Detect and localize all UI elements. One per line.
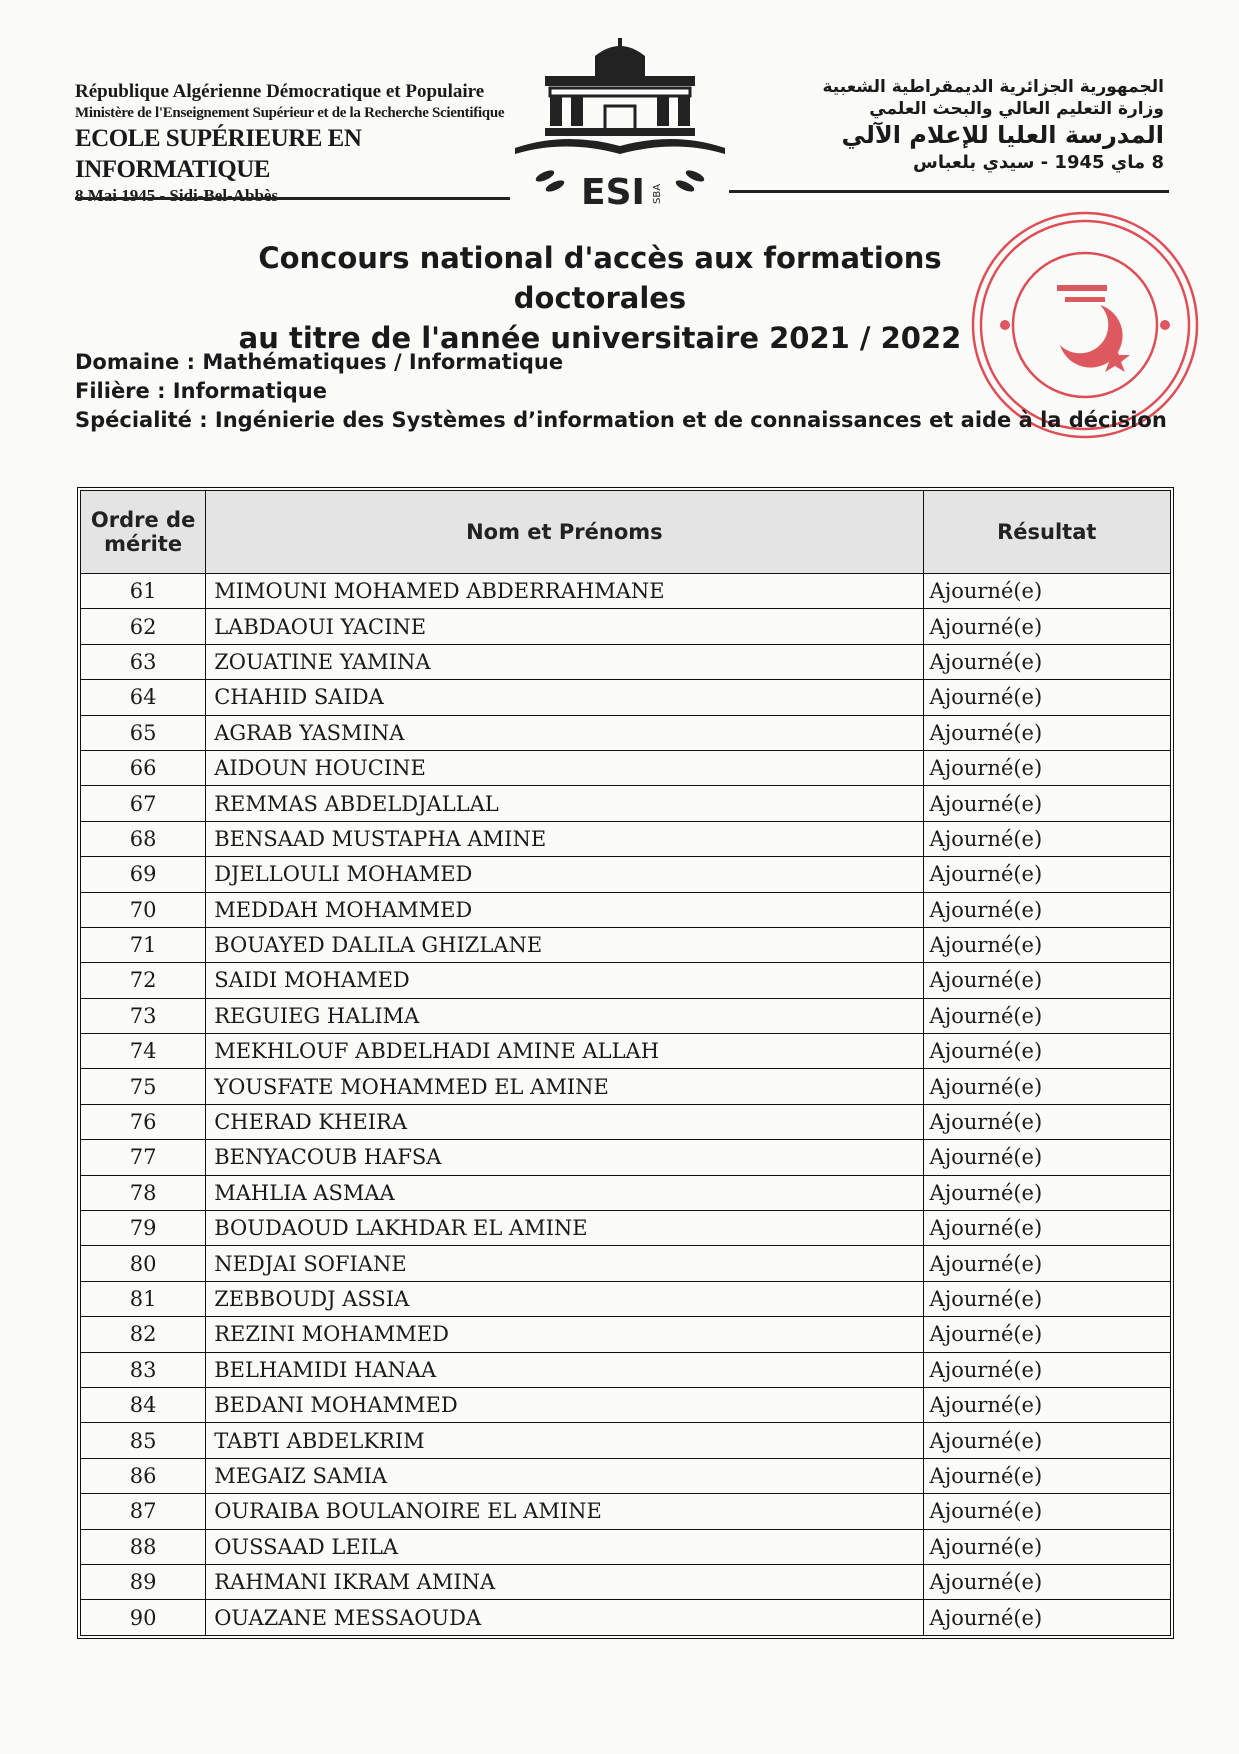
rank-cell: 85	[81, 1423, 206, 1458]
name-cell: CHERAD KHEIRA	[206, 1104, 923, 1139]
rank-cell: 72	[81, 963, 206, 998]
ministry-name-fr: Ministère de l'Enseignement Supérieur et de la Recherche Scientifique	[75, 104, 505, 121]
results-table	[80, 490, 1171, 1636]
table-row	[81, 998, 1171, 1033]
table-row	[81, 1140, 1171, 1175]
table-row	[81, 609, 1171, 644]
rank-cell: 87	[81, 1494, 206, 1529]
table-row	[81, 1175, 1171, 1210]
result-cell: Ajourné(e)	[923, 1211, 1170, 1246]
rank-cell: 89	[81, 1564, 206, 1599]
result-cell: Ajourné(e)	[923, 1281, 1170, 1316]
name-cell: ZOUATINE YAMINA	[206, 644, 923, 679]
table-header-row	[81, 491, 1171, 574]
table-row	[81, 680, 1171, 715]
name-cell: BENYACOUB HAFSA	[206, 1140, 923, 1175]
header-rank-line-1: Ordre de	[90, 508, 196, 532]
result-cell: Ajourné(e)	[923, 1564, 1170, 1599]
table-row	[81, 1281, 1171, 1316]
result-cell: Ajourné(e)	[923, 715, 1170, 750]
result-cell: Ajourné(e)	[923, 1529, 1170, 1564]
result-cell: Ajourné(e)	[923, 680, 1170, 715]
name-cell: MEDDAH MOHAMMED	[206, 892, 923, 927]
school-logo	[505, 36, 735, 211]
name-cell: SAIDI MOHAMED	[206, 963, 923, 998]
table-row	[81, 1069, 1171, 1104]
result-cell: Ajourné(e)	[923, 998, 1170, 1033]
result-cell: Ajourné(e)	[923, 821, 1170, 856]
ministry-name-ar: وزارة التعليم العالي والبحث العلمي	[869, 99, 1164, 120]
name-cell: REGUIEG HALIMA	[206, 998, 923, 1033]
table-row	[81, 821, 1171, 856]
table-row	[81, 1529, 1171, 1564]
rank-cell: 86	[81, 1458, 206, 1493]
table-row	[81, 786, 1171, 821]
result-cell: Ajourné(e)	[923, 1458, 1170, 1493]
header-rule-right	[729, 190, 1169, 193]
name-cell: MIMOUNI MOHAMED ABDERRAHMANE	[206, 574, 923, 609]
header-result: Résultat	[923, 491, 1170, 574]
name-cell: MEKHLOUF ABDELHADI AMINE ALLAH	[206, 1034, 923, 1069]
header-rule-left	[75, 197, 510, 200]
header-rank-line-2: mérite	[104, 532, 183, 556]
name-cell: OURAIBA BOULANOIRE EL AMINE	[206, 1494, 923, 1529]
name-cell: TABTI ABDELKRIM	[206, 1423, 923, 1458]
result-cell: Ajourné(e)	[923, 1175, 1170, 1210]
table-row	[81, 927, 1171, 962]
logo-text: ESI	[581, 172, 645, 211]
republic-name-fr: République Algérienne Démocratique et Populaire	[75, 81, 485, 102]
result-cell: Ajourné(e)	[923, 927, 1170, 962]
rank-cell: 79	[81, 1211, 206, 1246]
name-cell: LABDAOUI YACINE	[206, 609, 923, 644]
table-row	[81, 1600, 1171, 1635]
name-cell: AIDOUN HOUCINE	[206, 750, 923, 785]
school-address-fr: 8 Mai 1945 - Sidi-Bel-Abbès	[75, 186, 279, 205]
rank-cell: 65	[81, 715, 206, 750]
logo-subtext: SBA	[652, 183, 663, 204]
name-cell: BOUDAOUD LAKHDAR EL AMINE	[206, 1211, 923, 1246]
meta-domaine: Domaine : Mathématiques / Informatique	[75, 350, 564, 374]
table-row	[81, 892, 1171, 927]
result-cell: Ajourné(e)	[923, 1069, 1170, 1104]
name-cell: RAHMANI IKRAM AMINA	[206, 1564, 923, 1599]
table-row	[81, 644, 1171, 679]
rank-cell: 90	[81, 1600, 206, 1635]
table-row	[81, 1423, 1171, 1458]
rank-cell: 75	[81, 1069, 206, 1104]
name-cell: BEDANI MOHAMMED	[206, 1387, 923, 1422]
header-right	[744, 76, 1164, 175]
name-cell: BELHAMIDI HANAA	[206, 1352, 923, 1387]
table-row	[81, 1104, 1171, 1139]
name-cell: REZINI MOHAMMED	[206, 1317, 923, 1352]
document-title	[180, 238, 1020, 358]
meta-specialite: Spécialité : Ingénierie des Systèmes d’information et de connaissances et aide à la décision	[75, 408, 1167, 432]
table-row	[81, 857, 1171, 892]
name-cell: ZEBBOUDJ ASSIA	[206, 1281, 923, 1316]
name-cell: CHAHID SAIDA	[206, 680, 923, 715]
rank-cell: 62	[81, 609, 206, 644]
name-cell: BENSAAD MUSTAPHA AMINE	[206, 821, 923, 856]
table-row	[81, 963, 1171, 998]
header-rank	[81, 491, 206, 574]
result-cell: Ajourné(e)	[923, 1423, 1170, 1458]
table-row	[81, 1387, 1171, 1422]
table-row	[81, 1317, 1171, 1352]
result-cell: Ajourné(e)	[923, 1352, 1170, 1387]
rank-cell: 77	[81, 1140, 206, 1175]
rank-cell: 81	[81, 1281, 206, 1316]
table-row	[81, 750, 1171, 785]
name-cell: DJELLOULI MOHAMED	[206, 857, 923, 892]
result-cell: Ajourné(e)	[923, 609, 1170, 644]
table-row	[81, 1211, 1171, 1246]
school-name-ar: المدرسة العليا للإعلام الآلي	[841, 121, 1164, 150]
name-cell: BOUAYED DALILA GHIZLANE	[206, 927, 923, 962]
rank-cell: 83	[81, 1352, 206, 1387]
title-line-1: Concours national d'accès aux formations doctorales	[258, 241, 942, 315]
result-cell: Ajourné(e)	[923, 750, 1170, 785]
result-cell: Ajourné(e)	[923, 892, 1170, 927]
result-cell: Ajourné(e)	[923, 1246, 1170, 1281]
results-table-frame	[77, 487, 1174, 1639]
result-cell: Ajourné(e)	[923, 1034, 1170, 1069]
result-cell: Ajourné(e)	[923, 1140, 1170, 1175]
rank-cell: 70	[81, 892, 206, 927]
result-cell: Ajourné(e)	[923, 574, 1170, 609]
table-row	[81, 574, 1171, 609]
header-name: Nom et Prénoms	[206, 491, 923, 574]
rank-cell: 66	[81, 750, 206, 785]
table-row	[81, 1458, 1171, 1493]
rank-cell: 67	[81, 786, 206, 821]
name-cell: MEGAIZ SAMIA	[206, 1458, 923, 1493]
rank-cell: 80	[81, 1246, 206, 1281]
rank-cell: 73	[81, 998, 206, 1033]
rank-cell: 78	[81, 1175, 206, 1210]
school-address-ar: 8 ماي 1945 - سيدي بلعباس	[912, 152, 1164, 174]
meta-filiere: Filière : Informatique	[75, 379, 327, 403]
name-cell: NEDJAI SOFIANE	[206, 1246, 923, 1281]
name-cell: YOUSFATE MOHAMMED EL AMINE	[206, 1069, 923, 1104]
header-left	[75, 80, 515, 206]
name-cell: AGRAB YASMINA	[206, 715, 923, 750]
rank-cell: 68	[81, 821, 206, 856]
rank-cell: 82	[81, 1317, 206, 1352]
table-row	[81, 1034, 1171, 1069]
rank-cell: 64	[81, 680, 206, 715]
result-cell: Ajourné(e)	[923, 1387, 1170, 1422]
rank-cell: 61	[81, 574, 206, 609]
name-cell: OUSSAAD LEILA	[206, 1529, 923, 1564]
rank-cell: 84	[81, 1387, 206, 1422]
name-cell: REMMAS ABDELDJALLAL	[206, 786, 923, 821]
table-body	[81, 574, 1171, 1636]
result-cell: Ajourné(e)	[923, 1317, 1170, 1352]
rank-cell: 88	[81, 1529, 206, 1564]
table-row	[81, 1494, 1171, 1529]
document-meta	[75, 348, 1167, 435]
rank-cell: 63	[81, 644, 206, 679]
result-cell: Ajourné(e)	[923, 1494, 1170, 1529]
result-cell: Ajourné(e)	[923, 644, 1170, 679]
table-row	[81, 715, 1171, 750]
table-row	[81, 1564, 1171, 1599]
table-row	[81, 1246, 1171, 1281]
title-line-2: au titre de l'année universitaire 2021 / 2022	[238, 321, 962, 355]
rank-cell: 74	[81, 1034, 206, 1069]
result-cell: Ajourné(e)	[923, 786, 1170, 821]
result-cell: Ajourné(e)	[923, 963, 1170, 998]
table-row	[81, 1352, 1171, 1387]
result-cell: Ajourné(e)	[923, 857, 1170, 892]
republic-name-ar: الجمهورية الجزائرية الديمقراطية الشعبية	[822, 77, 1164, 97]
rank-cell: 76	[81, 1104, 206, 1139]
result-cell: Ajourné(e)	[923, 1600, 1170, 1635]
school-name-fr: ECOLE SUPÉRIEURE EN INFORMATIQUE	[75, 124, 362, 183]
rank-cell: 71	[81, 927, 206, 962]
result-cell: Ajourné(e)	[923, 1104, 1170, 1139]
name-cell: MAHLIA ASMAA	[206, 1175, 923, 1210]
rank-cell: 69	[81, 857, 206, 892]
name-cell: OUAZANE MESSAOUDA	[206, 1600, 923, 1635]
